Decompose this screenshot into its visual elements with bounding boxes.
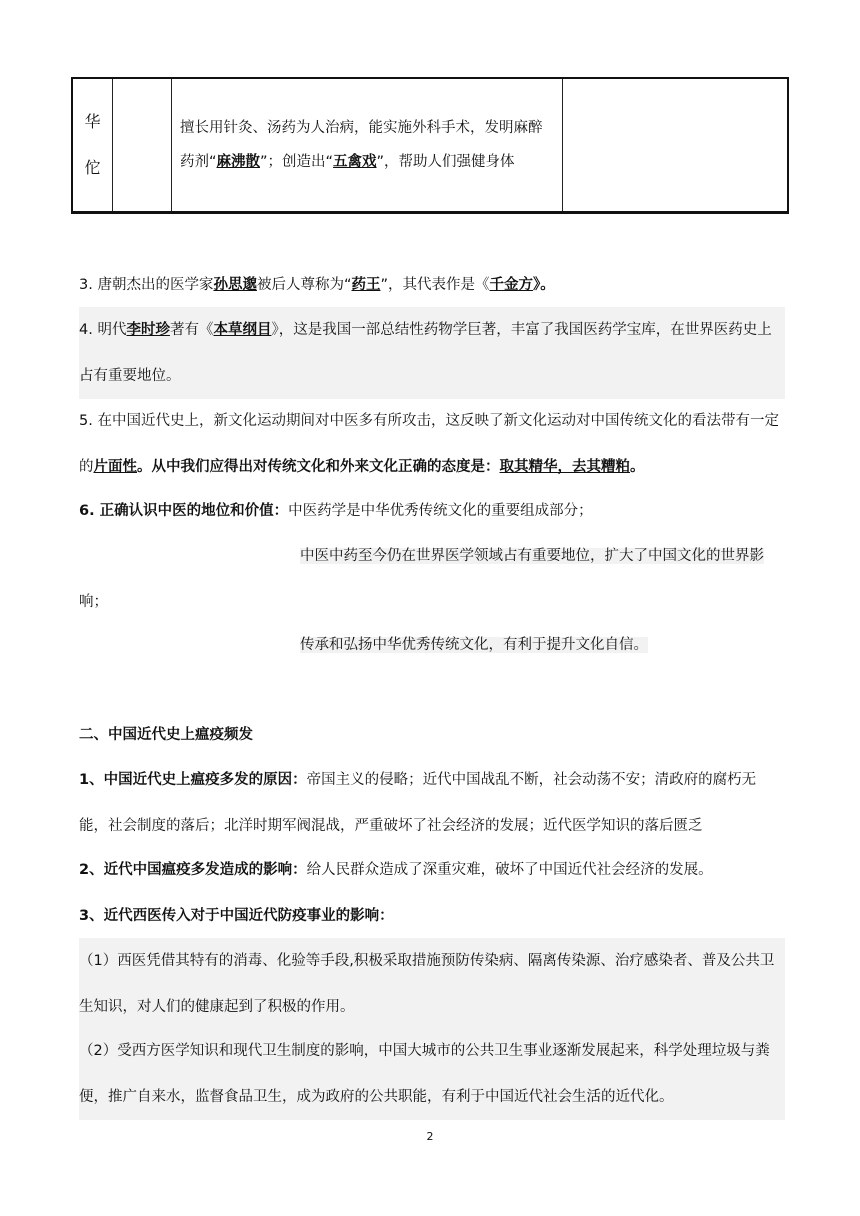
- text: ”，其代表作是《: [380, 277, 490, 293]
- paragraph-3: [79, 262, 785, 308]
- key-term: 千金方: [489, 277, 533, 293]
- key-term: 药王: [351, 277, 381, 293]
- key-term: 麻沸散: [216, 154, 261, 170]
- paragraph-6-line3: [79, 579, 785, 625]
- table-row: [72, 78, 788, 213]
- question-2: [79, 847, 785, 893]
- desc-text: ”，帮助人们强健身体: [376, 154, 515, 170]
- text: 4. 明代: [79, 322, 127, 338]
- key-term: 取其精华，去其糟粕: [499, 459, 630, 475]
- empty-cell: [113, 78, 172, 213]
- text: 》，这是我国一部总结性药物学巨著，丰富了我国医药学宝库，在世界医药史上占有重要地位。: [79, 322, 772, 384]
- text: 给人民群众造成了深重灾难，破坏了中国近代社会经济的发展。: [306, 862, 713, 878]
- key-term: 孙思邈: [213, 277, 257, 293]
- text: 中医药学是中华优秀传统文化的重要组成部分；: [288, 503, 593, 519]
- text: 被后人尊称为“: [256, 277, 352, 293]
- historical-figure-table: [71, 77, 789, 214]
- section-heading: 二、中国近代史上瘟疫频发: [79, 727, 253, 743]
- figure-name-char: 华: [84, 112, 101, 131]
- question-3-point-1: （1）西医凭借其特有的消毒、化验等手段,积极采取措施预防传染病、隔离传染源、治疗感染者、普及公共卫生知识，对人们的健康起到了积极的作用。: [79, 938, 785, 1030]
- figure-description-cell: [172, 78, 563, 213]
- text: 帝国主义的侵略；近代中国战乱不断，社会动荡不安；清政府的腐朽无能，社会制度的落后；北洋时期军阀混战，严重破坏了社会经济的发展；近代医学知识的落后匮乏: [79, 772, 757, 834]
- figure-name-cell: [72, 78, 113, 213]
- text: 2、近代中国瘟疫多发造成的影响：: [79, 862, 307, 878]
- text: 传承和弘扬中华优秀传统文化，有利于提升文化自信。: [300, 637, 648, 653]
- paragraph-6: [79, 488, 785, 534]
- key-term: 李时珍: [126, 322, 170, 338]
- paragraph-6-line4: [300, 622, 786, 668]
- key-term: 片面性: [93, 459, 137, 475]
- paragraph-5: [79, 398, 785, 490]
- text: 3. 唐朝杰出的医学家: [79, 277, 214, 293]
- text: 5. 在中国近代史上，新文化运动期间对中医多有所攻击，这反映了新文化运动对中国传统文化的看法带有一定的: [79, 413, 779, 475]
- question-3-point-2: （2）受西方医学知识和现代卫生制度的影响，中国大城市的公共卫生事业逐渐发展起来，科学处理垃圾与粪便，推广自来水，监督食品卫生，成为政府的公共职能，有利于中国近代社会生活的近代化。: [79, 1028, 785, 1120]
- text: 》。: [532, 277, 555, 293]
- text: 响；: [79, 594, 108, 610]
- page-number: 2: [426, 1130, 434, 1143]
- question-1: [79, 757, 785, 849]
- paragraph-4: [79, 307, 785, 399]
- desc-text: 擅长用针灸、汤药为人治病，能实施外科手术，发明麻醉药剂“: [180, 120, 543, 170]
- text: 。: [630, 459, 645, 475]
- paragraph-6-line2: [300, 533, 786, 579]
- text: 。从中我们应得出对传统文化和外来文化正确的态度是：: [137, 459, 500, 475]
- text: 著有《: [169, 322, 214, 338]
- key-term: 五禽戏: [333, 154, 377, 170]
- key-term: 本草纲目: [213, 322, 272, 338]
- text: 中医中药至今仍在世界医学领域占有重要地位，扩大了中国文化的世界影: [300, 548, 764, 564]
- text: 6. 正确认识中医的地位和价值：: [79, 503, 289, 519]
- empty-cell: [563, 78, 789, 213]
- question-3-heading: 3、近代西医传入对于中国近代防疫事业的影响：: [79, 908, 394, 924]
- figure-name-char: 佗: [84, 158, 101, 177]
- desc-text: ”；创造出“: [260, 154, 334, 170]
- text: 1、中国近代史上瘟疫多发的原因：: [79, 772, 307, 788]
